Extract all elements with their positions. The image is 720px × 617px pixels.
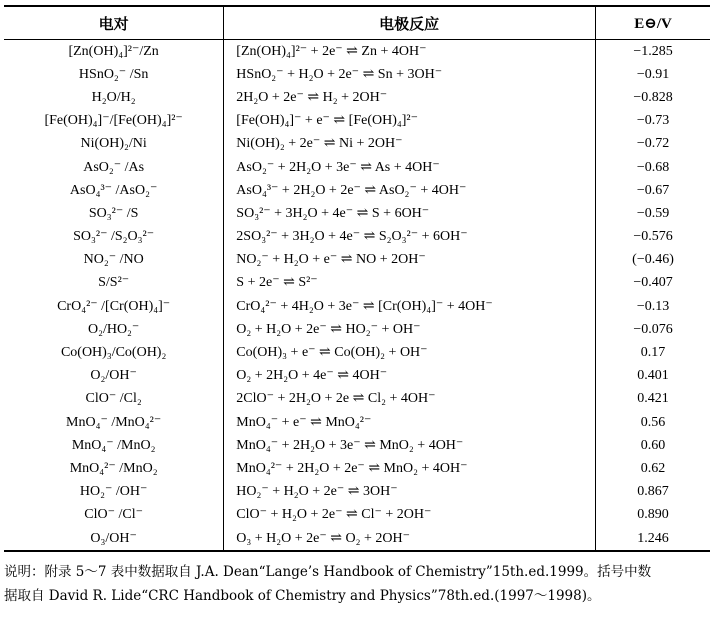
cell-couple: ClO⁻ /Cl₂ [4,388,224,411]
table-body [4,40,710,552]
cell-couple: AsO₄³⁻ /AsO₂⁻ [4,179,224,202]
cell-reaction: 2H₂O + 2e⁻ ⇌ H₂ + 2OH⁻ [224,86,596,109]
cell-couple: AsO₂⁻ /As [4,156,224,179]
cell-reaction: Ni(OH)₂ + 2e⁻ ⇌ Ni + 2OH⁻ [224,133,596,156]
table-row [4,365,710,388]
cell-reaction: O₂ + H₂O + 2e⁻ ⇌ HO₂⁻ + OH⁻ [224,318,596,341]
cell-couple: O₂/OH⁻ [4,365,224,388]
cell-potential: −0.67 [636,182,670,198]
cell-couple: NO₂⁻ /NO [4,249,224,272]
cell-reaction: 2ClO⁻ + 2H₂O + 2e ⇌ Cl₂ + 4OH⁻ [224,388,596,411]
table-row [4,457,710,480]
table-row [4,481,710,504]
table-row [4,527,710,551]
cell-potential: (−0.46) [632,252,674,268]
cell-reaction: Co(OH)₃ + e⁻ ⇌ Co(OH)₂ + OH⁻ [224,341,596,364]
table-row [4,504,710,527]
cell-potential: −0.13 [636,298,670,314]
cell-potential: 0.60 [640,437,666,453]
cell-couple: MnO₄⁻ /MnO₂ [4,434,224,457]
cell-reaction: MnO₄⁻ + e⁻ ⇌ MnO₄²⁻ [224,411,596,434]
cell-couple: Ni(OH)₂/Ni [4,133,224,156]
cell-couple: Co(OH)₃/Co(OH)₂ [4,341,224,364]
cell-potential: −0.407 [633,275,673,291]
potential-table [4,5,710,552]
table-row [4,110,710,133]
cell-reaction: [Fe(OH)₄]⁻ + e⁻ ⇌ [Fe(OH)₄]²⁻ [224,110,596,133]
table-row [4,272,710,295]
table-header [4,6,710,40]
table-row [4,179,710,202]
table-row [4,295,710,318]
cell-potential: −0.828 [633,89,673,105]
cell-potential: 0.890 [637,507,669,523]
cell-potential: 0.401 [637,368,669,384]
cell-potential: −0.91 [636,66,670,82]
cell-couple: ClO⁻ /Cl⁻ [4,504,224,527]
cell-couple: CrO₄²⁻ /[Cr(OH)₄]⁻ [4,295,224,318]
cell-couple: O₂/HO₂⁻ [4,318,224,341]
table-row [4,318,710,341]
cell-reaction: AsO₂⁻ + 2H₂O + 3e⁻ ⇌ As + 4OH⁻ [224,156,596,179]
cell-couple: SO₃²⁻ /S₂O₃²⁻ [4,226,224,249]
cell-reaction: HO₂⁻ + H₂O + 2e⁻ ⇌ 3OH⁻ [224,481,596,504]
cell-potential: −0.68 [636,159,670,175]
footnote-line-2: 据取自 David R. Lide“CRC Handbook of Chemistry and Physics”78th.ed.(1997～1998)。 [4,588,601,604]
cell-couple: H₂O/H₂ [4,86,224,109]
cell-reaction: MnO₄⁻ + 2H₂O + 3e⁻ ⇌ MnO₂ + 4OH⁻ [224,434,596,457]
table-row [4,86,710,109]
cell-couple: S/S²⁻ [4,272,224,295]
table-row [4,411,710,434]
footnote [4,560,716,608]
cell-reaction: SO₃²⁻ + 3H₂O + 4e⁻ ⇌ S + 6OH⁻ [224,202,596,225]
table-row [4,63,710,86]
cell-potential: −0.73 [636,113,670,129]
cell-potential: 0.867 [637,484,669,500]
cell-couple: [Zn(OH)₄]²⁻/Zn [4,40,224,64]
header-potential: E⊖/V [596,6,710,40]
cell-reaction: AsO₄³⁻ + 2H₂O + 2e⁻ ⇌ AsO₂⁻ + 4OH⁻ [224,179,596,202]
table-row [4,434,710,457]
table-row [4,388,710,411]
cell-reaction: 2SO₃²⁻ + 3H₂O + 4e⁻ ⇌ S₂O₃²⁻ + 6OH⁻ [224,226,596,249]
cell-potential: 0.62 [640,460,666,476]
cell-reaction: CrO₄²⁻ + 4H₂O + 3e⁻ ⇌ [Cr(OH)₄]⁻ + 4OH⁻ [224,295,596,318]
cell-reaction: HSnO₂⁻ + H₂O + 2e⁻ ⇌ Sn + 3OH⁻ [224,63,596,86]
table-row [4,156,710,179]
cell-reaction: S + 2e⁻ ⇌ S²⁻ [224,272,596,295]
cell-couple: MnO₄⁻ /MnO₄²⁻ [4,411,224,434]
cell-potential: 0.421 [637,391,669,407]
table-row [4,202,710,225]
table-row [4,40,710,64]
cell-couple: HO₂⁻ /OH⁻ [4,481,224,504]
cell-reaction: [Zn(OH)₄]²⁻ + 2e⁻ ⇌ Zn + 4OH⁻ [224,40,596,64]
cell-potential: −1.285 [633,43,673,59]
cell-reaction: O₃ + H₂O + 2e⁻ ⇌ O₂ + 2OH⁻ [224,527,596,551]
cell-couple: HSnO₂⁻ /Sn [4,63,224,86]
header-couple: 电对 [4,6,224,40]
footnote-line-1: 说明：附录 5～7 表中数据取自 J.A. Dean“Lange’s Handbook of Chemistry”15th.ed.1999。括号中数 [4,564,652,580]
cell-potential: 0.56 [640,414,666,430]
cell-couple: O₃/OH⁻ [4,527,224,551]
cell-potential: −0.72 [636,136,670,152]
cell-potential: −0.576 [633,229,673,245]
table-row [4,226,710,249]
cell-reaction: ClO⁻ + H₂O + 2e⁻ ⇌ Cl⁻ + 2OH⁻ [224,504,596,527]
cell-couple: [Fe(OH)₄]⁻/[Fe(OH)₄]²⁻ [4,110,224,133]
table-row [4,341,710,364]
cell-reaction: NO₂⁻ + H₂O + e⁻ ⇌ NO + 2OH⁻ [224,249,596,272]
cell-reaction: O₂ + 2H₂O + 4e⁻ ⇌ 4OH⁻ [224,365,596,388]
header-reaction: 电极反应 [224,6,596,40]
cell-reaction: MnO₄²⁻ + 2H₂O + 2e⁻ ⇌ MnO₂ + 4OH⁻ [224,457,596,480]
cell-couple: SO₃²⁻ /S [4,202,224,225]
cell-potential: −0.59 [636,205,670,221]
cell-potential: 0.17 [640,345,666,361]
cell-potential: −0.076 [633,321,673,337]
table-row [4,133,710,156]
table-row [4,249,710,272]
cell-potential: 1.246 [596,527,710,551]
cell-couple: MnO₄²⁻ /MnO₂ [4,457,224,480]
